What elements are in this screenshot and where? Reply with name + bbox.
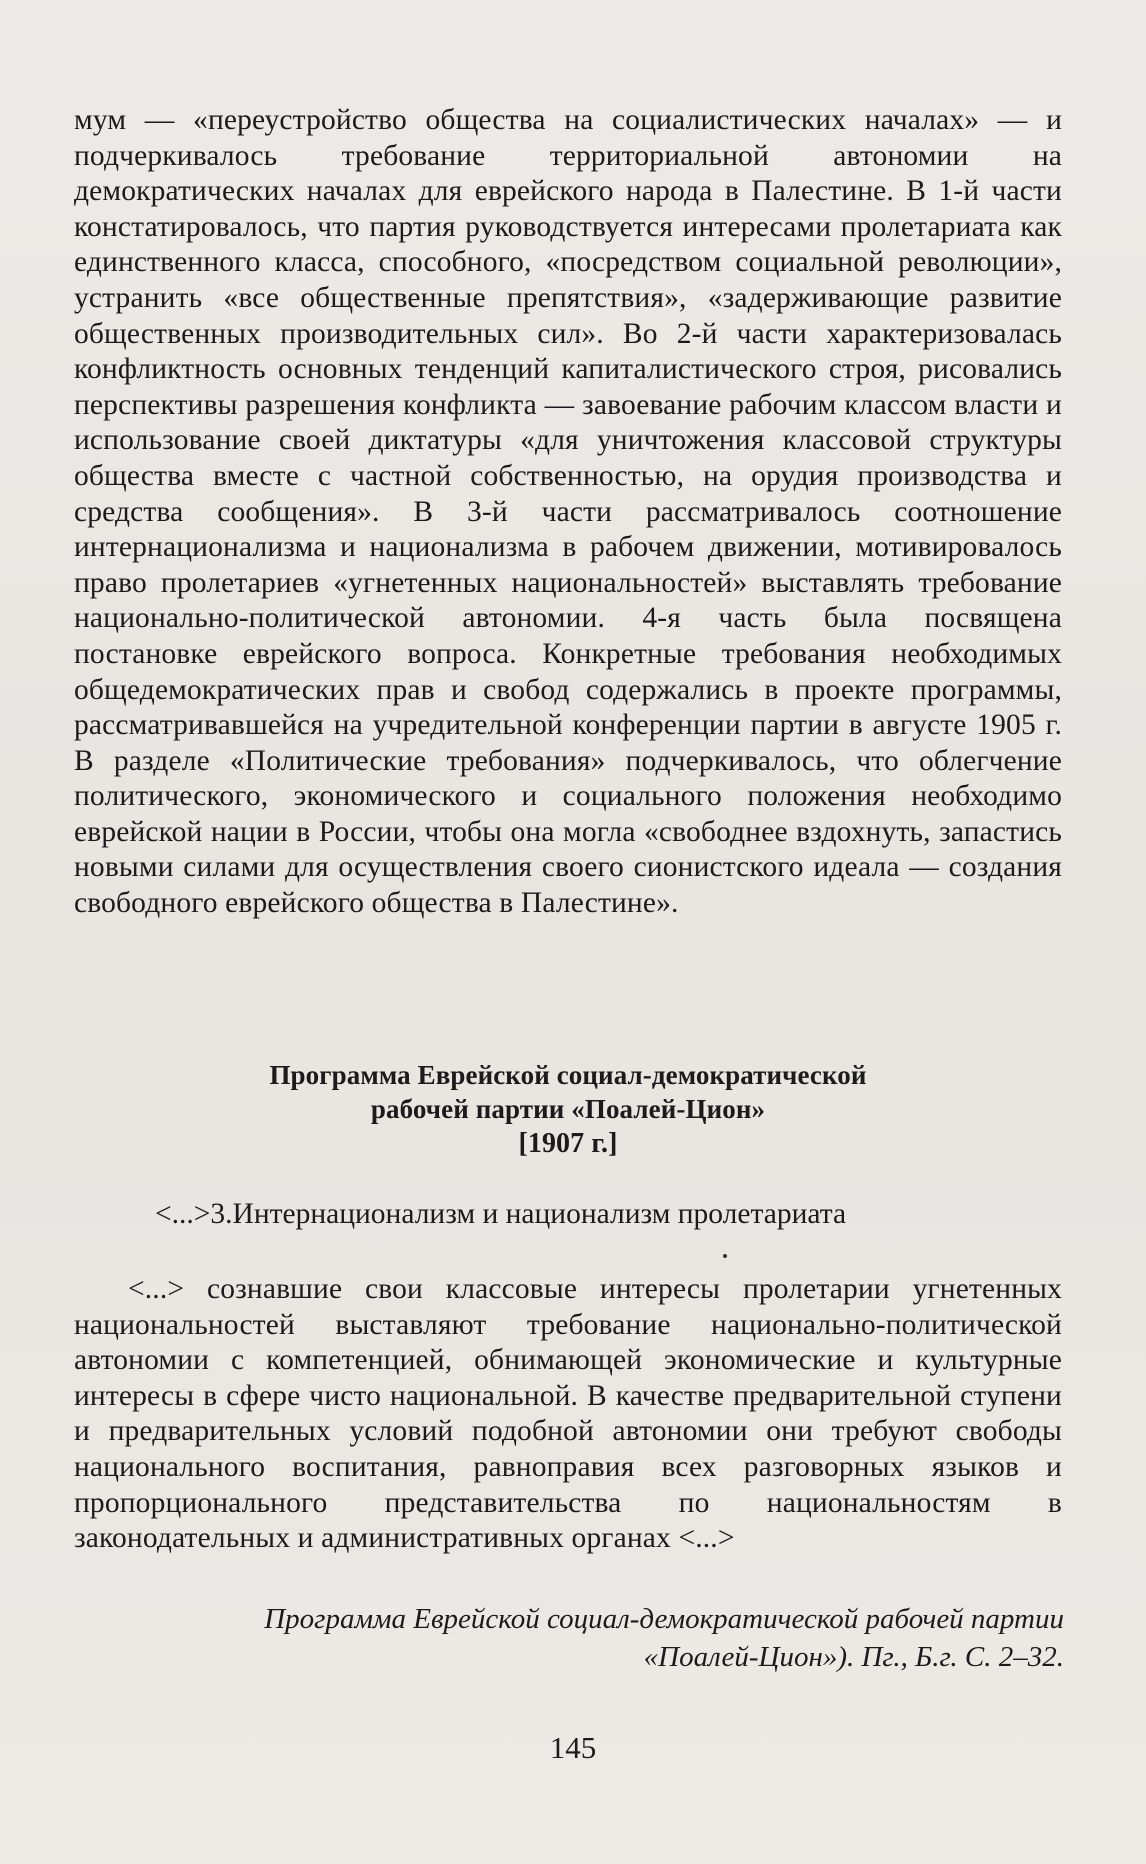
section-heading: <...>3.Интернационализм и национализм пролетариата xyxy=(155,1198,847,1230)
body-paragraph xyxy=(74,103,1062,922)
document-year: [1907 г.] xyxy=(518,1128,618,1159)
source-citation-line-1: Программа Еврейской социал-демократической рабочей партии xyxy=(264,1603,1064,1635)
document-title-line-2: рабочей партии «Поалей-Цион» xyxy=(370,1094,766,1124)
quote-paragraph xyxy=(74,1272,1062,1557)
document-title-line-1: Программа Еврейской социал-демократической xyxy=(269,1060,867,1090)
source-citation-line-2: «Поалей-Цион»). Пг., Б.г. С. 2–32. xyxy=(643,1641,1064,1673)
page-number: 145 xyxy=(549,1730,597,1765)
body-text: мум — «переустройство общества на социалистических началах» — и подчеркивалось требование территориальной автономии на демократических началах для еврейского народа в Палестине. В 1-й части констатировалось, что партия руководствуется интересами пролетариата как единственного класса, способного, «посредством социальной революции», устранить «все общественные препятствия», «задерживающие развитие общественных производительных сил». Во 2-й части характеризовалась конфликтность основных тенденций капиталистического строя, рисовались перспективы разрешения конфликта — завоевание рабочим классом власти и использование своей диктатуры «для уничтожения классовой структуры общества вместе с частной собственностью, на орудия производства и средства сообщения». В 3-й части рассматривалось соотношение интернационализма и национализма в рабочем движении, мотивировалось право пролетариев «угнетенных национальностей» выставлять требование национально-политической автономии. 4-я часть была посвящена постановке еврейского вопроса. Конкретные требования необходимых общедемократических прав и свобод содержались в проекте программы, рассматривавшейся на учредительной конференции партии в августе 1905 г. В разделе «Политические требования» подчеркивалось, что облегчение политического, экономического и социального положения необходимо еврейской нации в России, чтобы она могла «свободнее вздохнуть, запастись новыми силами для осуществления своего сионистского идеала — создания свободного еврейского общества в Палестине». xyxy=(74,104,1062,920)
print-speck xyxy=(723,1254,727,1258)
quote-text: <...> сознавшие свои классовые интересы пролетарии угнетенных национальностей выставляют требование национально-политической автономии с компетенцией, обнимающей экономические и культурные интересы в сфере чисто национальной. В качестве предварительной ступени и предварительных условий подобной автономии они требуют свободы национального воспитания, равноправия всех разговорных языков и пропорционального представительства по национальностям в законодательных и административных органах <...> xyxy=(74,1273,1062,1555)
